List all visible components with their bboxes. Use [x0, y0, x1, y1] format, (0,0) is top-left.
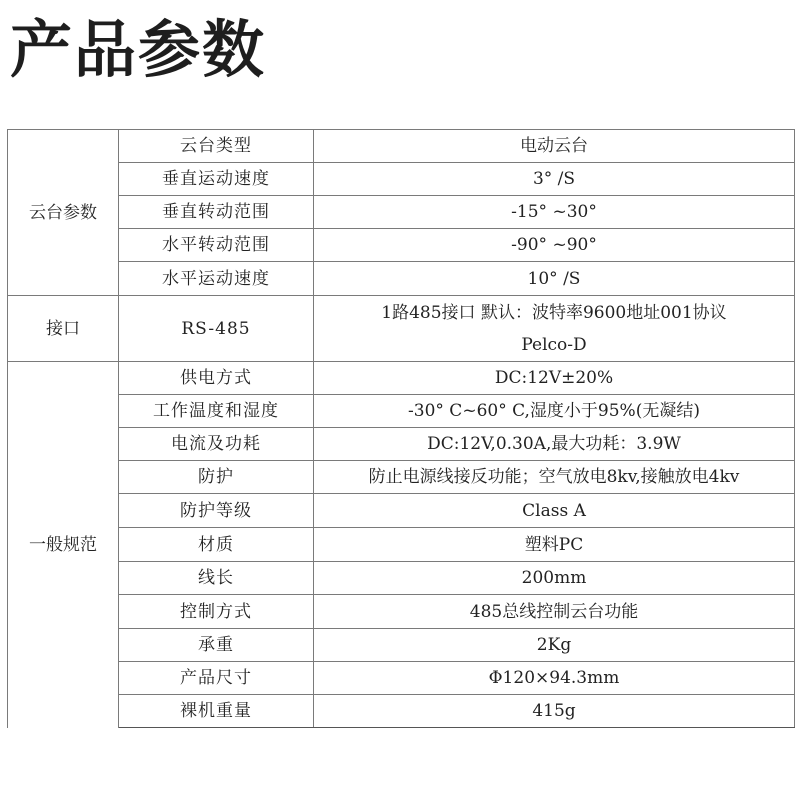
param-value: 3° /S	[314, 163, 795, 196]
param-label: 垂直转动范围	[119, 196, 314, 229]
spec-table	[7, 129, 795, 728]
group-label-ptz: 云台参数	[8, 130, 119, 296]
table-row	[8, 428, 795, 461]
table-row	[8, 130, 795, 163]
param-value	[314, 296, 795, 362]
param-label: 裸机重量	[119, 695, 314, 728]
table-row	[8, 494, 795, 528]
param-value: 10° /S	[314, 262, 795, 296]
param-value: Φ120×94.3mm	[314, 662, 795, 695]
table-row	[8, 296, 795, 362]
param-value: 塑料PC	[314, 528, 795, 562]
param-value-line: Pelco-D	[521, 334, 587, 355]
table-row	[8, 562, 795, 595]
param-label: 垂直运动速度	[119, 163, 314, 196]
param-value: 485总线控制云台功能	[314, 595, 795, 629]
param-value: 防止电源线接反功能；空气放电8kv,接触放电4kv	[314, 461, 795, 494]
param-value: 200mm	[314, 562, 795, 595]
param-label: 产品尺寸	[119, 662, 314, 695]
table-row	[8, 595, 795, 629]
param-label: 工作温度和湿度	[119, 395, 314, 428]
param-value: DC:12V±20%	[314, 362, 795, 395]
param-label: 电流及功耗	[119, 428, 314, 461]
table-row	[8, 528, 795, 562]
param-label: 承重	[119, 629, 314, 662]
param-label: 防护等级	[119, 494, 314, 528]
param-label: 供电方式	[119, 362, 314, 395]
param-label: 控制方式	[119, 595, 314, 629]
param-value: -90° ~90°	[314, 229, 795, 262]
group-label-interface: 接口	[8, 296, 119, 362]
param-value: -30° C~60° C,湿度小于95%(无凝结)	[314, 395, 795, 428]
param-value: Class A	[314, 494, 795, 528]
table-row	[8, 695, 795, 728]
param-label: 云台类型	[119, 130, 314, 163]
page-title: 产品参数	[10, 13, 267, 86]
param-value: 电动云台	[314, 130, 795, 163]
param-value: 415g	[314, 695, 795, 728]
table-row	[8, 229, 795, 262]
param-label: 水平转动范围	[119, 229, 314, 262]
param-label: 线长	[119, 562, 314, 595]
param-value: DC:12V,0.30A,最大功耗：3.9W	[314, 428, 795, 461]
table-row	[8, 362, 795, 395]
param-value-line: 1路485接口 默认：波特率9600地址001协议	[381, 302, 727, 323]
table-row	[8, 262, 795, 296]
param-label: 防护	[119, 461, 314, 494]
table-row	[8, 163, 795, 196]
param-label: 水平运动速度	[119, 262, 314, 296]
group-label-general: 一般规范	[8, 362, 119, 728]
table-row	[8, 629, 795, 662]
param-label: 材质	[119, 528, 314, 562]
table-row	[8, 662, 795, 695]
param-label: RS-485	[119, 296, 314, 362]
table-row	[8, 196, 795, 229]
table-row	[8, 395, 795, 428]
table-row	[8, 461, 795, 494]
param-value: 2Kg	[314, 629, 795, 662]
param-value: -15° ~30°	[314, 196, 795, 229]
